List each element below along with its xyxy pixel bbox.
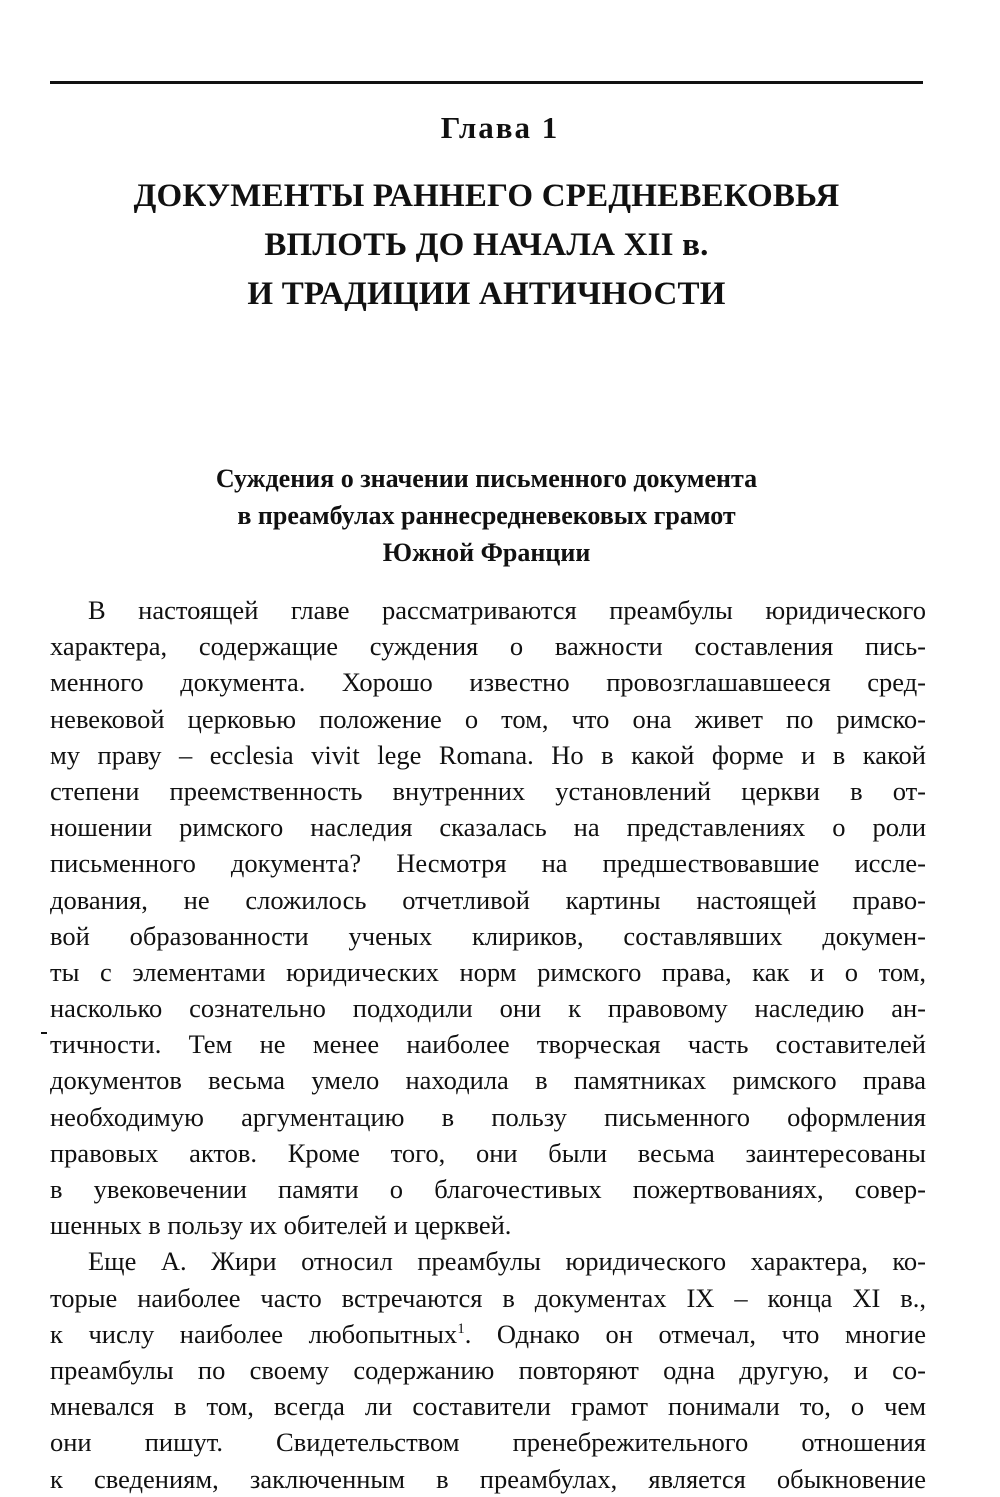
- paragraph-1-line: письменного документа? Несмотря на предшествовавшие иссле-: [50, 848, 926, 879]
- paragraph-1-line: степени преемственность внутренних установлений церкви в от-: [50, 775, 926, 806]
- chapter-title: [50, 172, 923, 319]
- paragraph-2-line: к сведениям, заключенным в преамбулах, является обыкновение: [50, 1463, 926, 1494]
- paragraph-1-line: В настоящей главе рассматриваются преамбулы юридического: [88, 595, 926, 625]
- footnote-reference[interactable]: 1: [457, 1320, 465, 1337]
- paragraph-2-line: преамбулы по своему содержанию повторяют одна другую, и со-: [50, 1354, 926, 1385]
- paragraph-1-line: в увековечении памяти о благочестивых пожертвованиях, совер-: [50, 1174, 926, 1204]
- margin-mark: [41, 1032, 47, 1034]
- paragraph-2-line: они пишут. Свидетельством пренебрежительного отношения: [50, 1427, 926, 1458]
- paragraph-1-line: шенных в пользу их обителей и церквей.: [50, 1210, 512, 1241]
- chapter-title-line: И ТРАДИЦИИ АНТИЧНОСТИ: [247, 276, 726, 312]
- chapter-title-line: ВПЛОТЬ ДО НАЧАЛА XII в.: [264, 227, 709, 263]
- paragraph-1-line: му праву – ecclesia vivit lege Romana. Но в какой форме и в какой: [50, 739, 926, 770]
- paragraph-2-line: мневался в том, всегда ли составители грамот понимали то, о чем: [50, 1391, 926, 1422]
- paragraph-2-text: к числу наиболее любопытных: [50, 1318, 458, 1349]
- section-title: [50, 460, 923, 571]
- paragraph-1-line: необходимую аргументацию в пользу письменного оформления: [50, 1101, 926, 1132]
- paragraph-1-line: характера, содержащие суждения о важности составления пись-: [50, 631, 926, 662]
- chapter-title-line: ДОКУМЕНТЫ РАННЕГО СРЕДНЕВЕКОВЬЯ: [133, 178, 840, 214]
- paragraph-1-line: дования, не сложилось отчетливой картины настоящей право-: [50, 884, 926, 915]
- paragraph-1-line: ношении римского наследия сказалась на представлениях о роли: [50, 812, 926, 843]
- paragraph-2-line: Еще А. Жири относил преамбулы юридического характера, ко-: [88, 1246, 926, 1277]
- body-text: [50, 592, 926, 1497]
- paragraph-2-text: . Однако он отмечал, что многие: [464, 1318, 926, 1349]
- section-title-line: Южной Франции: [382, 538, 591, 567]
- paragraph-2-line-with-footnote: [50, 1316, 926, 1352]
- paragraph-1-line: насколько сознательно подходили они к правовому наследию ан-: [50, 993, 926, 1024]
- paragraph-1-line: тичности. Тем не менее наиболее творческая часть составителей: [50, 1029, 926, 1060]
- section-title-line: в преамбулах раннесредневековых грамот: [237, 501, 736, 530]
- paragraph-1-line: ты с элементами юридических норм римского права, как и о том,: [50, 956, 926, 987]
- paragraph-1-line: правовых актов. Кроме того, они были весьма заинтересованы: [50, 1137, 926, 1168]
- paragraph-1-line: невековой церковью положение о том, что она живет по римско-: [50, 703, 926, 734]
- section-title-line: Суждения о значении письменного документа: [215, 464, 758, 493]
- paragraph-1-line: вой образованности ученых клириков, составлявших докумен-: [50, 920, 926, 951]
- header-rule: [50, 81, 923, 84]
- paragraph-1-line: документов весьма умело находила в памятниках римского права: [50, 1065, 926, 1096]
- chapter-label: Глава 1: [440, 110, 560, 145]
- paragraph-2-line: торые наиболее часто встречаются в документах IX – конца XI в.,: [50, 1282, 926, 1313]
- paragraph-1-line: менного документа. Хорошо известно провозглашавшееся сред-: [50, 667, 926, 698]
